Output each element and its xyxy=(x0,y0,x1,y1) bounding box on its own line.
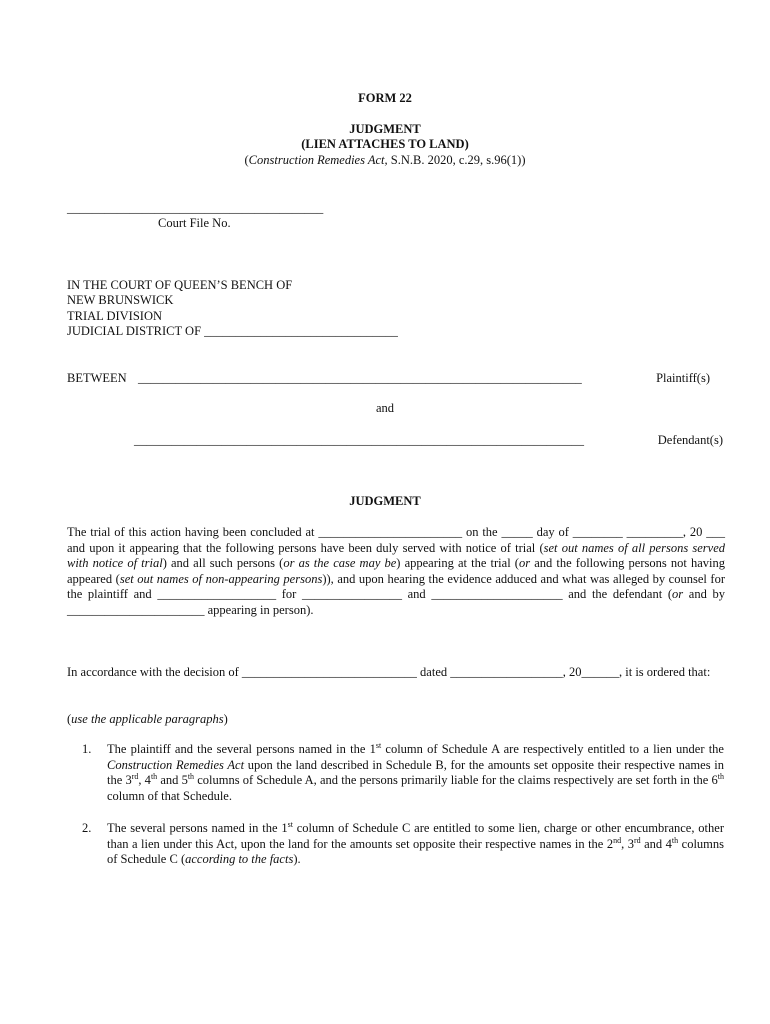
item-1-text: The plaintiff and the several persons named in the 1st column of Schedule A are respectively entitled to a lien under the Construction Remedies Act upon the land described in Schedule B, for the amounts set opposite their respective names in the 3rd, 4th and 5th columns of Schedule A, and the persons primarily liable for the claims respectively are set forth in the 6th column of that Schedule. xyxy=(107,741,724,803)
citation-act-name: Construction Remedies Act, xyxy=(248,153,388,167)
defendant-blank: ________________________________________________________________________ xyxy=(134,433,584,447)
court-line-1: IN THE COURT OF QUEEN’S BENCH OF xyxy=(67,278,293,292)
citation-open: ( xyxy=(244,153,249,167)
defendant-label: Defendant(s) xyxy=(657,433,723,447)
and-separator: and xyxy=(375,401,395,415)
court-line-3: TRIAL DIVISION xyxy=(67,309,163,323)
document-title: JUDGMENT xyxy=(349,122,421,136)
statute-citation xyxy=(0,153,770,169)
trial-paragraph: The trial of this action having been concluded at _______________________ on the _____ day of ________ _________, 20 ___ and upon it appearing that the following persons have been duly served with notice of trial (set out names of all persons served with notice of trial) and all such persons (or as the case may be) appearing at the trial (or and the following persons not having appeared (set out names of non-appearing persons)), and upon hearing the evidence adduced and what was alleged by counsel for the plaintiff and ___________________ for ________________ and _____________________ and the defendant (or and by ______________________ appearing in person). xyxy=(67,525,725,617)
form-number: FORM 22 xyxy=(358,91,412,105)
ordered-paragraph: In accordance with the decision of ____________________________ dated __________________, 20______, it is ordered that: xyxy=(67,665,711,679)
court-line-2: NEW BRUNSWICK xyxy=(67,293,174,307)
instruction-note: (use the applicable paragraphs) xyxy=(67,712,228,726)
citation-rest: S.N.B. 2020, c.29, s.96(1)) xyxy=(387,153,526,167)
plaintiff-blank: _______________________________________________________________________ xyxy=(138,371,582,385)
between-label: BETWEEN xyxy=(67,371,127,385)
plaintiff-label: Plaintiff(s) xyxy=(656,371,710,385)
judgment-heading: JUDGMENT xyxy=(349,494,421,508)
court-file-blank: _________________________________________ xyxy=(67,201,324,215)
item-1-number: 1. xyxy=(82,742,92,756)
item-2-number: 2. xyxy=(82,821,92,835)
document-subtitle: (LIEN ATTACHES TO LAND) xyxy=(301,137,469,151)
item-2-text: The several persons named in the 1st column of Schedule C are entitled to some lien, charge or other encumbrance, other than a lien under this Act, upon the land for the amounts set opposite their respective names in the 2nd, 3rd and 4th columns of Schedule C (according to the facts). xyxy=(107,820,725,867)
court-file-label: Court File No. xyxy=(158,216,231,230)
judicial-district-line: JUDICIAL DISTRICT OF _______________________________ xyxy=(67,324,398,338)
